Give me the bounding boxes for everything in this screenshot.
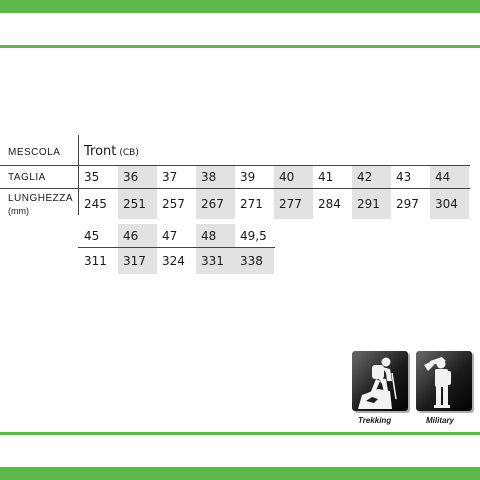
- compound-code: (CB): [119, 148, 139, 158]
- length-cell: 251: [118, 189, 157, 219]
- length-cell: 331: [196, 248, 235, 274]
- length-label: [8, 192, 73, 218]
- size-cell: 47: [162, 228, 178, 243]
- size-cell: 43: [396, 170, 412, 184]
- size-cell: 44: [430, 166, 469, 188]
- size-cell: 46: [118, 224, 157, 247]
- compound-value: [84, 144, 139, 159]
- length-cell: 245: [84, 197, 107, 211]
- bottom-accent-line: [0, 432, 480, 435]
- size-cell: 48: [196, 224, 235, 247]
- length-unit: (mm): [8, 206, 29, 216]
- length-cell: 311: [84, 254, 107, 268]
- length-cell: 317: [118, 248, 157, 274]
- length-label-text: LUNGHEZZA: [8, 193, 74, 204]
- size-cell: 49,5: [240, 228, 267, 243]
- length-cell: 297: [396, 197, 419, 211]
- length-cell: 277: [274, 189, 313, 219]
- length-cell: 324: [162, 254, 185, 268]
- military-caption: Military: [426, 416, 455, 425]
- top-accent-bar: [0, 0, 480, 13]
- size-label: TAGLIA: [8, 172, 46, 183]
- size-cell: 41: [318, 170, 334, 184]
- size-cell: 37: [162, 170, 178, 184]
- military-icon: [416, 351, 472, 411]
- length-cell: 267: [196, 189, 235, 219]
- size-cell: 42: [352, 166, 391, 188]
- length-cell: 291: [352, 189, 391, 219]
- size-cell: 38: [196, 166, 235, 188]
- size-cell: 40: [274, 166, 313, 188]
- length-cell: 257: [162, 197, 185, 211]
- trekking-icon: [352, 351, 408, 411]
- size-cell: 36: [118, 166, 157, 188]
- length-cell: 304: [430, 189, 469, 219]
- length-cell: 284: [318, 197, 341, 211]
- size-cell: 39: [240, 170, 256, 184]
- size-cell: 35: [84, 170, 100, 184]
- length-cell: 338: [235, 248, 274, 274]
- bottom-accent-bar: [0, 467, 480, 480]
- top-accent-line: [0, 45, 480, 48]
- trekking-caption: Trekking: [358, 416, 392, 425]
- length-cell: 271: [240, 197, 263, 211]
- compound-label: MESCOLA: [8, 147, 61, 158]
- compound-name: Tront: [84, 144, 117, 159]
- size-cell: 45: [84, 228, 100, 243]
